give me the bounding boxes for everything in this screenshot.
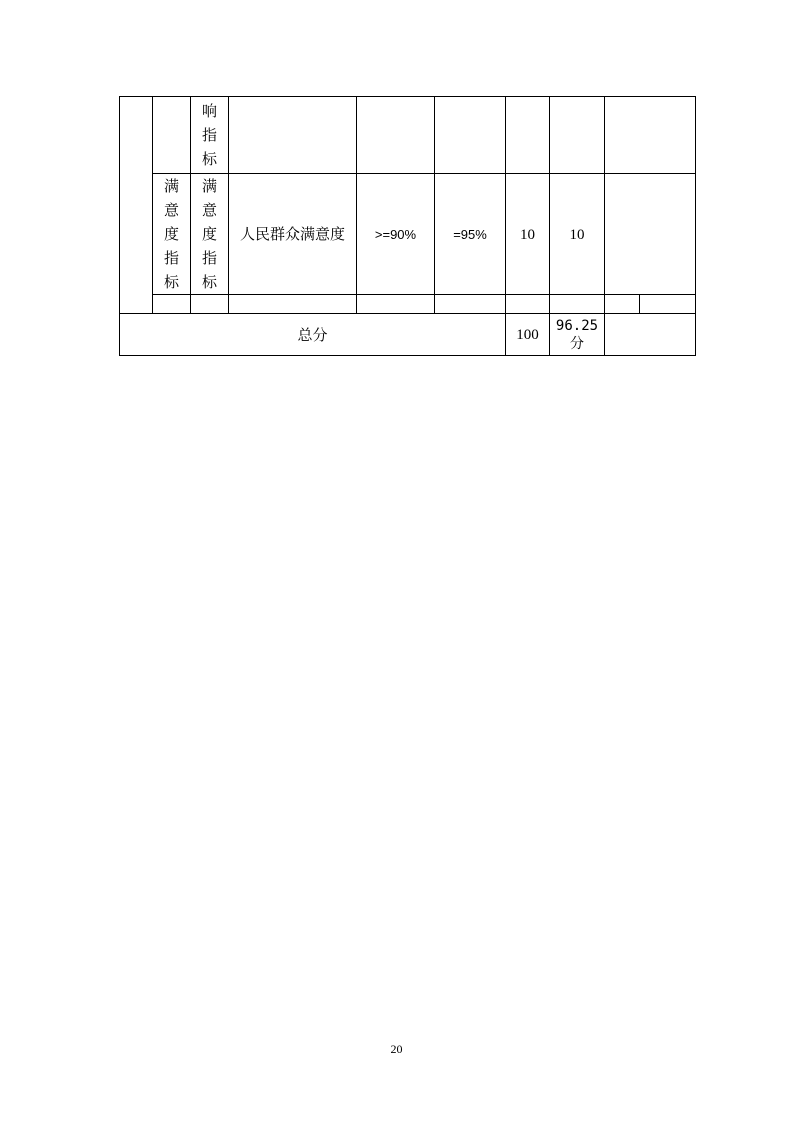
total-label: 总分	[297, 325, 328, 344]
total-remark-cell	[605, 314, 696, 356]
blank-cell	[357, 295, 435, 314]
blank-cell	[506, 295, 550, 314]
total-score: 96.25分	[555, 317, 599, 352]
indicator-cell-empty	[229, 97, 357, 174]
remark-cell	[605, 174, 696, 295]
actual-cell	[435, 174, 506, 295]
blank-cell	[605, 295, 640, 314]
blank-cell	[550, 295, 605, 314]
total-weight: 100	[516, 327, 539, 343]
target-cell-empty	[357, 97, 435, 174]
level2-label-satisfaction: 满意度指标	[163, 177, 179, 291]
weight-cell	[506, 174, 550, 295]
level1-cell	[120, 97, 153, 314]
level3-cell-satisfaction	[191, 174, 229, 295]
level2-cell-empty	[153, 97, 191, 174]
table-row-total	[120, 314, 696, 356]
weight-value: 10	[520, 226, 535, 243]
target-value: >=90%	[374, 227, 417, 242]
indicator-cell	[229, 174, 357, 295]
actual-value: =95%	[453, 227, 487, 242]
actual-cell-empty	[435, 97, 506, 174]
score-value: 10	[569, 226, 585, 243]
level3-label-response: 响指标	[201, 102, 217, 168]
total-label-cell	[120, 314, 506, 356]
table-row-response	[120, 97, 696, 174]
page-number: 20	[390, 1042, 403, 1056]
indicator-name: 人民群众满意度	[239, 225, 345, 243]
remark-cell-empty	[605, 97, 696, 174]
level2-cell-satisfaction	[153, 174, 191, 295]
table-row-blank	[120, 295, 696, 314]
score-cell-empty	[550, 97, 605, 174]
performance-table	[119, 96, 696, 356]
blank-cell	[640, 295, 696, 314]
score-cell	[550, 174, 605, 295]
level3-label-satisfaction: 满意度指标	[201, 177, 217, 291]
total-score-cell	[550, 314, 605, 356]
blank-cell	[191, 295, 229, 314]
total-weight-cell	[506, 314, 550, 356]
table-row-satisfaction	[120, 174, 696, 295]
weight-cell-empty	[506, 97, 550, 174]
blank-cell	[435, 295, 506, 314]
target-cell	[357, 174, 435, 295]
level3-cell-response	[191, 97, 229, 174]
blank-cell	[153, 295, 191, 314]
blank-cell	[229, 295, 357, 314]
